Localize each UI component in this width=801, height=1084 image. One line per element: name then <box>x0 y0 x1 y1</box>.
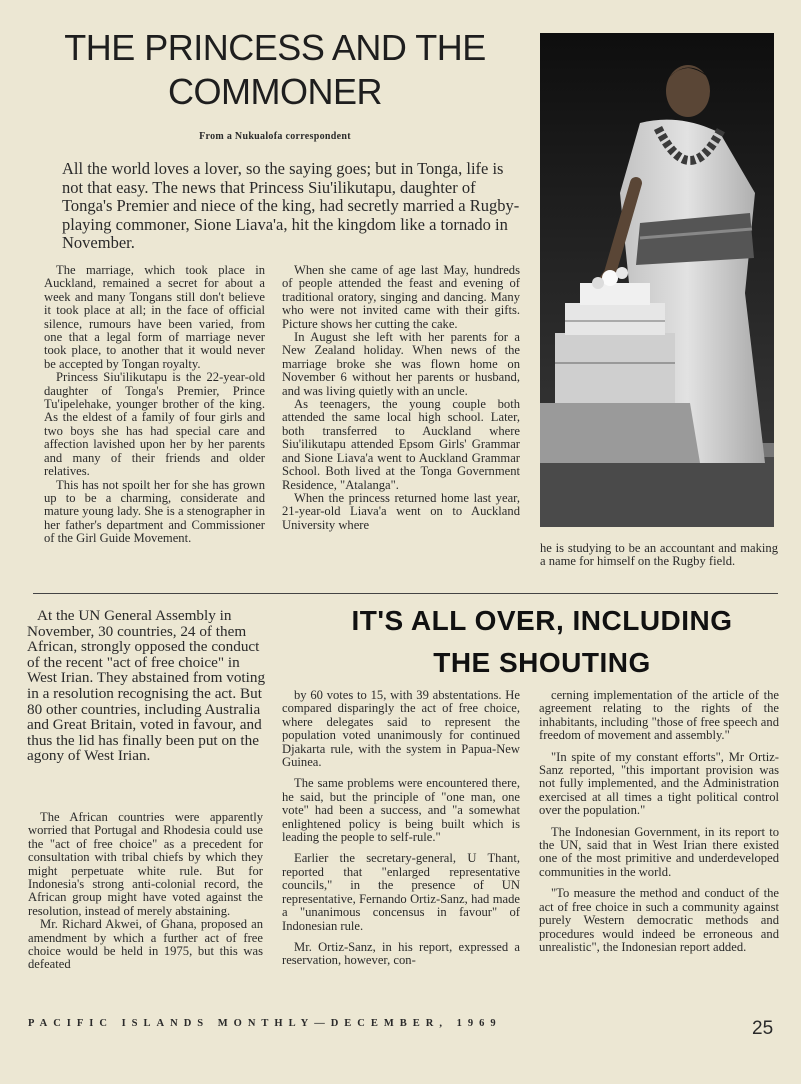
photo-caption-continuation: he is studying to be an accountant and making a name for himself on the Rugby field. <box>540 541 778 569</box>
paragraph: Princess Siu'ilikutapu is the 22-year-old daughter of Tonga's Premier, Prince Tu'ipelehake, younger brother of the king. As the eldest of a family of four girls and two boys she has had special care and affection lavished upon her by her parents and many of their friends and older relatives. <box>44 370 265 479</box>
paragraph: Mr. Ortiz-Sanz, in his report, expressed a reservation, however, con- <box>282 939 520 968</box>
paragraph: by 60 votes to 15, with 39 abstentations. He compared disparingly the act of free choice, where delegates said to represent the population voted unanimously for continued Djakarta rule, with the system in Papua-New Guinea. <box>282 688 520 770</box>
title-line: THE PRINCESS AND THE <box>64 27 486 68</box>
article-column <box>539 689 779 954</box>
paragraph: Mr. Richard Akwei, of Ghana, proposed an amendment by which a further act of free choice would be held in 1975, but this was defeated <box>28 917 263 972</box>
paragraph: In August she left with her parents for a New Zealand holiday. When news of the marriage broke she was flown home on November 6 without her parents or husband, and was living quietly with an uncle. <box>282 330 520 398</box>
byline: From a Nukualofa correspondent <box>199 131 351 142</box>
paragraph: At the UN General Assembly in November, 30 countries, 24 of them African, strongly opposed the conduct of the recent "act of free choice" in West Irian. They abstained from voting in a resolution recognising the act. But 80 other countries, including Australia and Great Britain, voted in favour, and thus the lid has finally been put on the agony of West Irian. <box>27 607 266 765</box>
title-line: THE SHOUTING <box>433 647 651 678</box>
article-column <box>282 264 520 532</box>
title-line: IT'S ALL OVER, INCLUDING <box>351 605 733 636</box>
lead-paragraph <box>27 608 267 764</box>
paragraph: Earlier the secretary-general, U Thant, reported that "enlarged representative councils," in the presence of UN representative, Fernando Ortiz-Sanz, had made a "unanimous concensus in favour" of Indonesian rule. <box>282 851 520 933</box>
paragraph: The Indonesian Government, in its report to the UN, said that in West Irian there existed one of the most primitive and underdeveloped communities in the world. <box>539 824 779 879</box>
paragraph: When the princess returned home last year, 21-year-old Liava'a went on to Auckland University where <box>282 490 520 532</box>
princess-photo <box>540 33 774 527</box>
paragraph: "To measure the method and conduct of the act of free choice in such a community against purely Western democratic methods and procedures would indeed be erroneous and unrealistic", the Indonesian report added. <box>539 886 779 954</box>
paragraph: As teenagers, the young couple both attended the same local high school. Later, both transferred to Auckland where Siu'ilikutapu attended Epsom Girls' Grammar and Sione Liava'a went to Auckland Grammar School. Both lived at the Tonga Government Residence, "Atalanga". <box>282 397 520 492</box>
article-title <box>40 26 510 114</box>
photo-illustration <box>540 33 774 527</box>
article-title <box>300 600 784 684</box>
paragraph: "In spite of my constant efforts", Mr Ortiz-Sanz reported, "this important provision was not fully implemented, and the Administration exercised at all times a tight political control over the population." <box>539 749 779 818</box>
section-divider <box>33 593 778 594</box>
paragraph: cerning implementation of the article of the agreement relating to the rights of the inhabitants, including "those of free speech and freedom of movement and assembly." <box>539 688 779 743</box>
article-column <box>44 264 265 546</box>
page-number: 25 <box>752 1018 774 1039</box>
article-column <box>28 811 263 972</box>
paragraph: When she came of age last May, hundreds of people attended the feast and evening of traditional oratory, singing and dancing. Many who were not invited came with their gifts. Picture shows her cutting the cake. <box>282 263 520 331</box>
masthead-footer: PACIFIC ISLANDS MONTHLY—DECEMBER, 1969 <box>28 1018 502 1029</box>
paragraph: The same problems were encountered there, he said, but the principle of "one man, one vote" had been a success, and "a somewhat enlightened policy is being built which is leading the people to self-rule." <box>282 776 520 845</box>
paragraph: This has not spoilt her for she has grown up to be a charming, considerate and mature young lady. She is a stenographer in her father's department and Commissioner of the Girl Guide Movement. <box>44 477 265 546</box>
article-column <box>282 689 520 968</box>
paragraph: The marriage, which took place in Auckland, remained a secret for about a week and many Tongans still don't believe it took place at all; in the face of official silence, rumours have been varied, from one that a legal form of marriage never took place, to another that it would never be accepted by Tongan royalty. <box>44 263 265 371</box>
title-line: COMMONER <box>168 71 382 112</box>
paragraph: The African countries were apparently worried that Portugal and Rhodesia could use the "act of free choice" as a precedent for consultation with tribal chiefs by which they might perpetuate white rule. But for Indonesia's strong anti-colonial record, the African group might have voted against the resolution, instead of merely abstaining. <box>28 810 263 918</box>
intro-paragraph: All the world loves a lover, so the saying goes; but in Tonga, life is not that easy. The news that Princess Siu'ilikutapu, daughter of Tonga's Premier and niece of the king, had secretly married a Rugby-playing commoner, Sione Liava'a, hit the kingdom like a tornado in November. <box>62 159 520 252</box>
